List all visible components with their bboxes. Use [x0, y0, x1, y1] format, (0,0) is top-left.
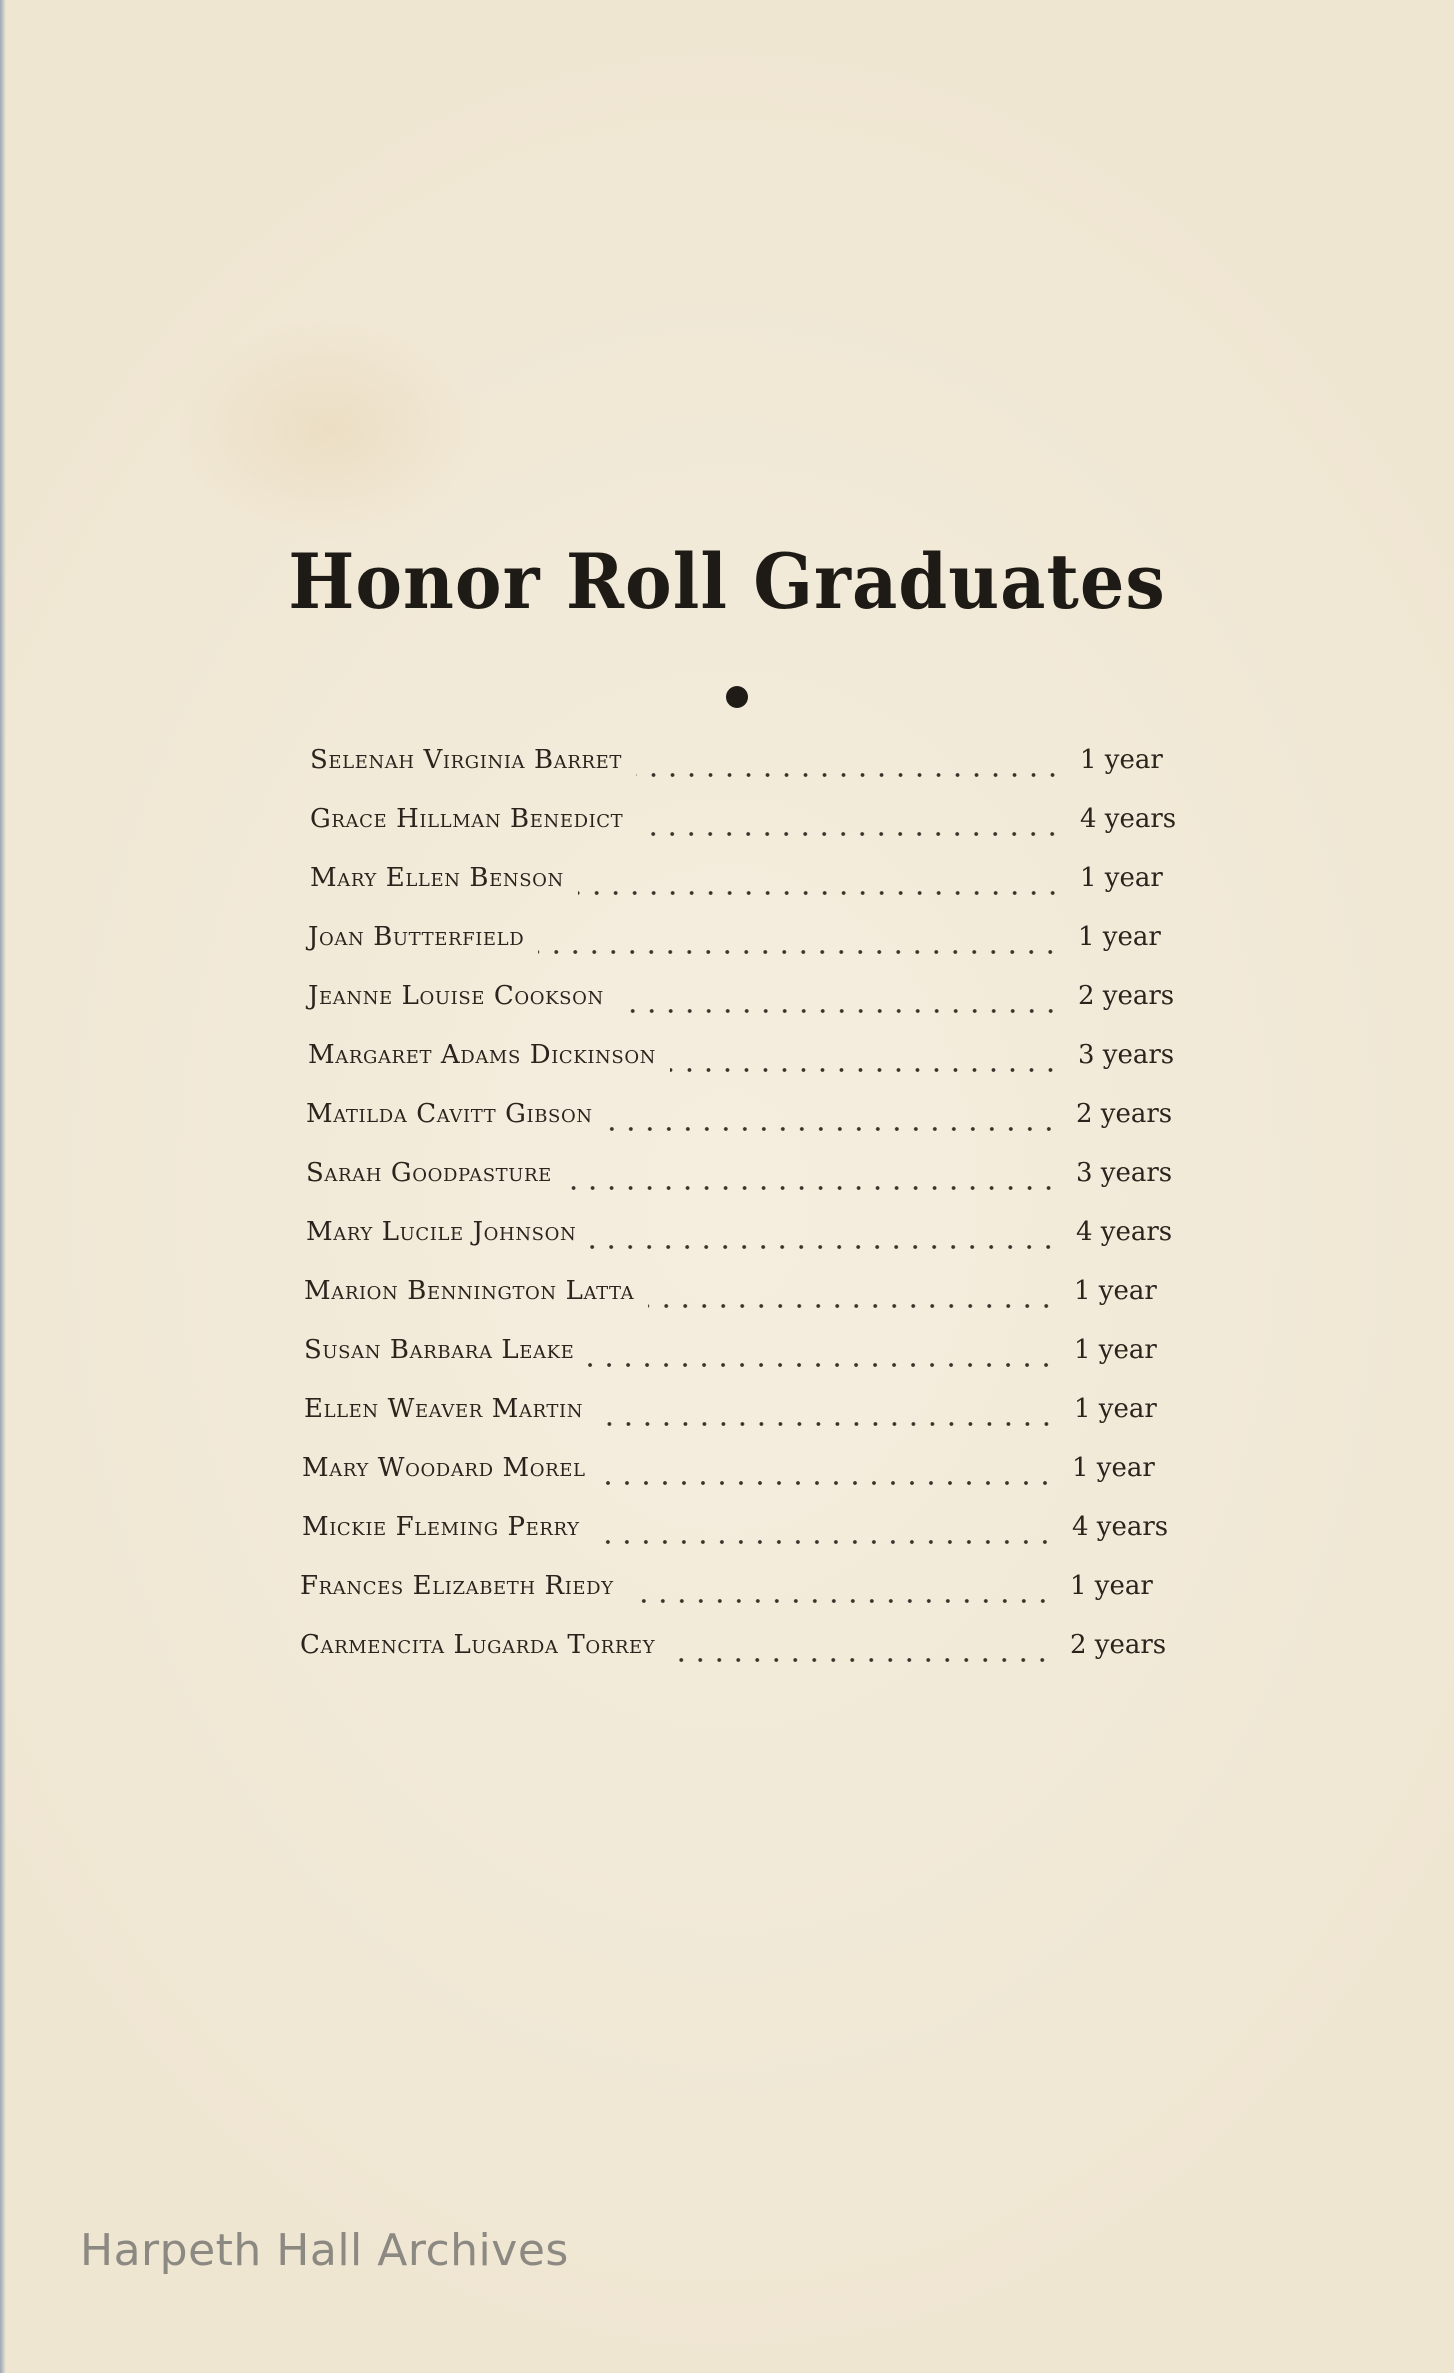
graduate-duration: 1 year	[1080, 745, 1163, 775]
list-item	[306, 1217, 1176, 1276]
graduate-name: Joan Butterfield	[308, 922, 525, 952]
dot-leader	[590, 1236, 1058, 1258]
graduate-duration: 3 years	[1076, 1158, 1173, 1188]
list-item	[306, 1158, 1176, 1217]
dot-leader	[607, 1118, 1058, 1140]
dot-leader	[636, 764, 1062, 786]
graduate-duration: 1 year	[1074, 1276, 1157, 1306]
list-item	[304, 1335, 1174, 1394]
dot-leader	[648, 1295, 1056, 1317]
graduate-duration: 1 year	[1074, 1335, 1157, 1365]
dot-leader	[538, 941, 1060, 963]
graduate-name: Mickie Fleming Perry	[302, 1512, 580, 1542]
dot-leader	[637, 823, 1062, 845]
graduate-name: Grace Hillman Benedict	[310, 804, 624, 834]
dot-leader	[670, 1059, 1060, 1081]
graduate-duration: 2 years	[1076, 1099, 1173, 1129]
graduate-name: Marion Bennington Latta	[304, 1276, 635, 1306]
graduate-duration: 1 year	[1070, 1571, 1153, 1601]
dot-leader	[578, 882, 1062, 904]
page-title: Honor Roll Graduates	[288, 536, 1166, 627]
list-item	[310, 745, 1180, 804]
graduate-duration: 1 year	[1080, 863, 1163, 893]
list-item	[300, 1630, 1170, 1689]
graduate-name: Mary Woodard Morel	[302, 1453, 586, 1483]
dot-leader	[566, 1177, 1058, 1199]
graduate-duration: 4 years	[1072, 1512, 1169, 1542]
list-item	[306, 1099, 1176, 1158]
dot-leader	[669, 1649, 1052, 1671]
graduate-name: Matilda Cavitt Gibson	[306, 1099, 593, 1129]
graduate-duration: 1 year	[1078, 922, 1161, 952]
graduate-name: Carmencita Lugarda Torrey	[300, 1630, 656, 1660]
graduate-name: Mary Ellen Benson	[310, 863, 564, 893]
graduate-name: Selenah Virginia Barret	[310, 745, 622, 775]
dot-leader	[594, 1531, 1054, 1553]
archive-watermark: Harpeth Hall Archives	[80, 2225, 569, 2276]
graduate-duration: 4 years	[1076, 1217, 1173, 1247]
list-item	[308, 1040, 1178, 1099]
dot-leader	[588, 1354, 1056, 1376]
list-item	[310, 804, 1180, 863]
dot-leader	[600, 1472, 1054, 1494]
graduate-duration: 3 years	[1078, 1040, 1175, 1070]
graduate-name: Jeanne Louise Cookson	[308, 981, 604, 1011]
list-item	[308, 922, 1178, 981]
honor-roll-list	[300, 745, 1177, 1689]
bullet-ornament-icon	[726, 686, 748, 708]
graduate-name: Susan Barbara Leake	[304, 1335, 575, 1365]
list-item	[308, 981, 1178, 1040]
graduate-duration: 1 year	[1074, 1394, 1157, 1424]
list-item	[310, 863, 1180, 922]
list-item	[302, 1453, 1172, 1512]
graduate-duration: 2 years	[1070, 1630, 1167, 1660]
graduate-name: Margaret Adams Dickinson	[308, 1040, 657, 1070]
list-item	[304, 1394, 1174, 1453]
graduate-duration: 2 years	[1078, 981, 1175, 1011]
dot-leader	[597, 1413, 1056, 1435]
graduate-duration: 1 year	[1072, 1453, 1155, 1483]
graduate-name: Sarah Goodpasture	[306, 1158, 552, 1188]
graduate-name: Mary Lucile Johnson	[306, 1217, 577, 1247]
graduate-duration: 4 years	[1080, 804, 1177, 834]
dot-leader	[618, 1000, 1060, 1022]
page-edge	[0, 0, 6, 2373]
graduate-name: Ellen Weaver Martin	[304, 1394, 584, 1424]
dot-leader	[628, 1590, 1052, 1612]
graduate-name: Frances Elizabeth Riedy	[300, 1571, 614, 1601]
list-item	[300, 1571, 1170, 1630]
list-item	[302, 1512, 1172, 1571]
list-item	[304, 1276, 1174, 1335]
